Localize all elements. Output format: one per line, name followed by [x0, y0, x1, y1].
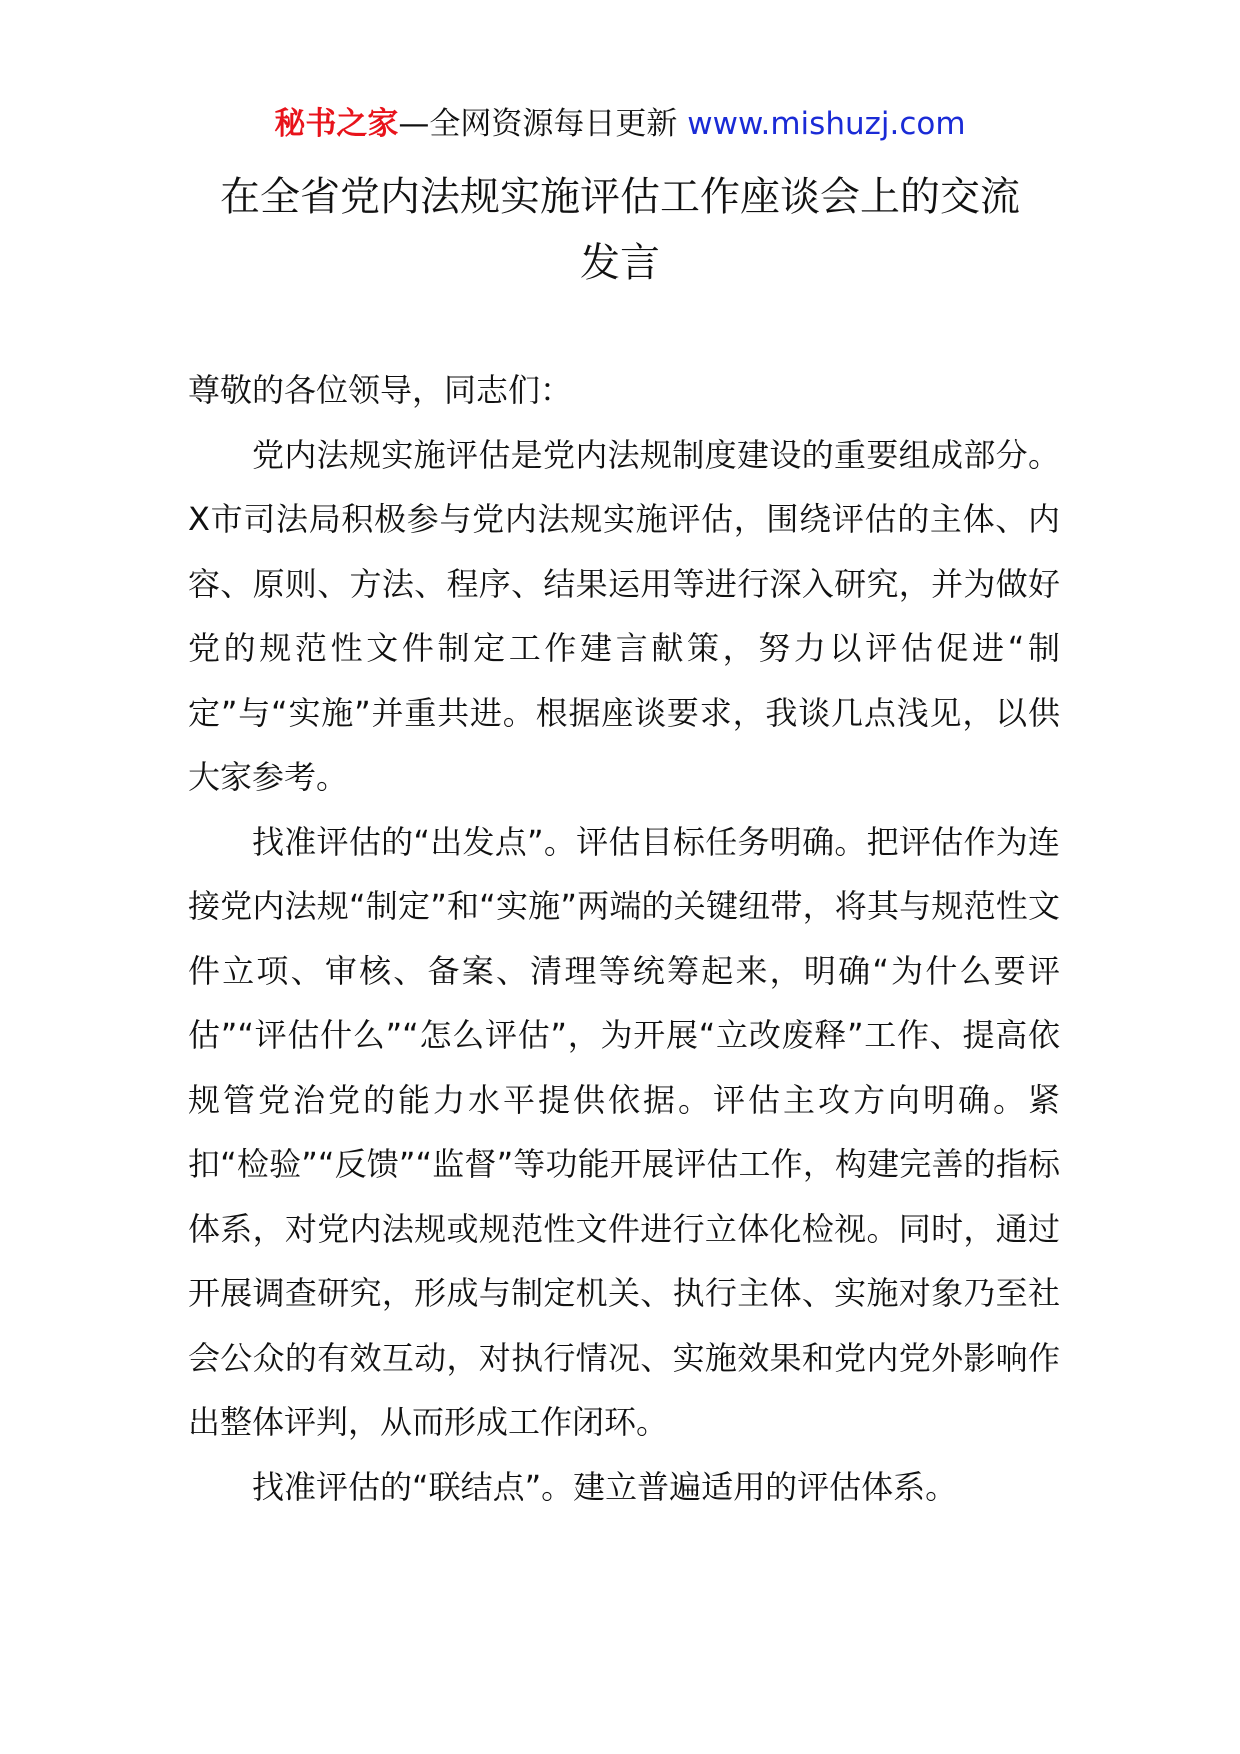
title-line-1: 在全省党内法规实施评估工作座谈会上的交流 — [220, 174, 1020, 220]
brand-name: 秘书之家 — [274, 106, 399, 142]
header-tagline: —全网资源每日更新 — [398, 106, 678, 142]
site-url[interactable]: www.mishuzj.com — [687, 106, 966, 142]
paragraph-intro: 党内法规实施评估是党内法规制度建设的重要组成部分。X市司法局积极参与党内法规实施评估，围绕评估的主体、内容、原则、方法、程序、结果运用等进行深入研究，并为做好党的规范性文件制定工作建言献策，努力以评估促进“制定”与“实施”并重共进。根据座谈要求，我谈几点浅见，以供大家参考。 — [188, 435, 1060, 796]
salutation: 尊敬的各位领导，同志们： — [188, 371, 573, 409]
paragraph-connection-point: 找准评估的“联结点”。建立普遍适用的评估体系。 — [252, 1467, 958, 1506]
paragraph-starting-point: 找准评估的“出发点”。评估目标任务明确。把评估作为连接党内法规“制定”和“实施”两端的关键纽带，将其与规范性文件立项、审核、备案、清理等统筹起来，明确“为什么要评估”“评估什么”“怎么评估”，为开展“立改废释”工作、提高依规管党治党的能力水平提供依据。评估主攻方向明确。紧扣“检验”“反馈”“监督”等功能开展评估工作，构建完善的指标体系，对党内法规或规范性文件进行立体化检视。同时，通过开展调查研究，形成与制定机关、执行主体、实施对象乃至社会公众的有效互动，对执行情况、实施效果和党内党外影响作出整体评判，从而形成工作闭环。 — [188, 822, 1060, 1441]
document-body — [188, 358, 1060, 1519]
title-line-2: 发言 — [580, 240, 660, 286]
document-title — [160, 164, 1080, 296]
site-header — [0, 104, 1240, 144]
